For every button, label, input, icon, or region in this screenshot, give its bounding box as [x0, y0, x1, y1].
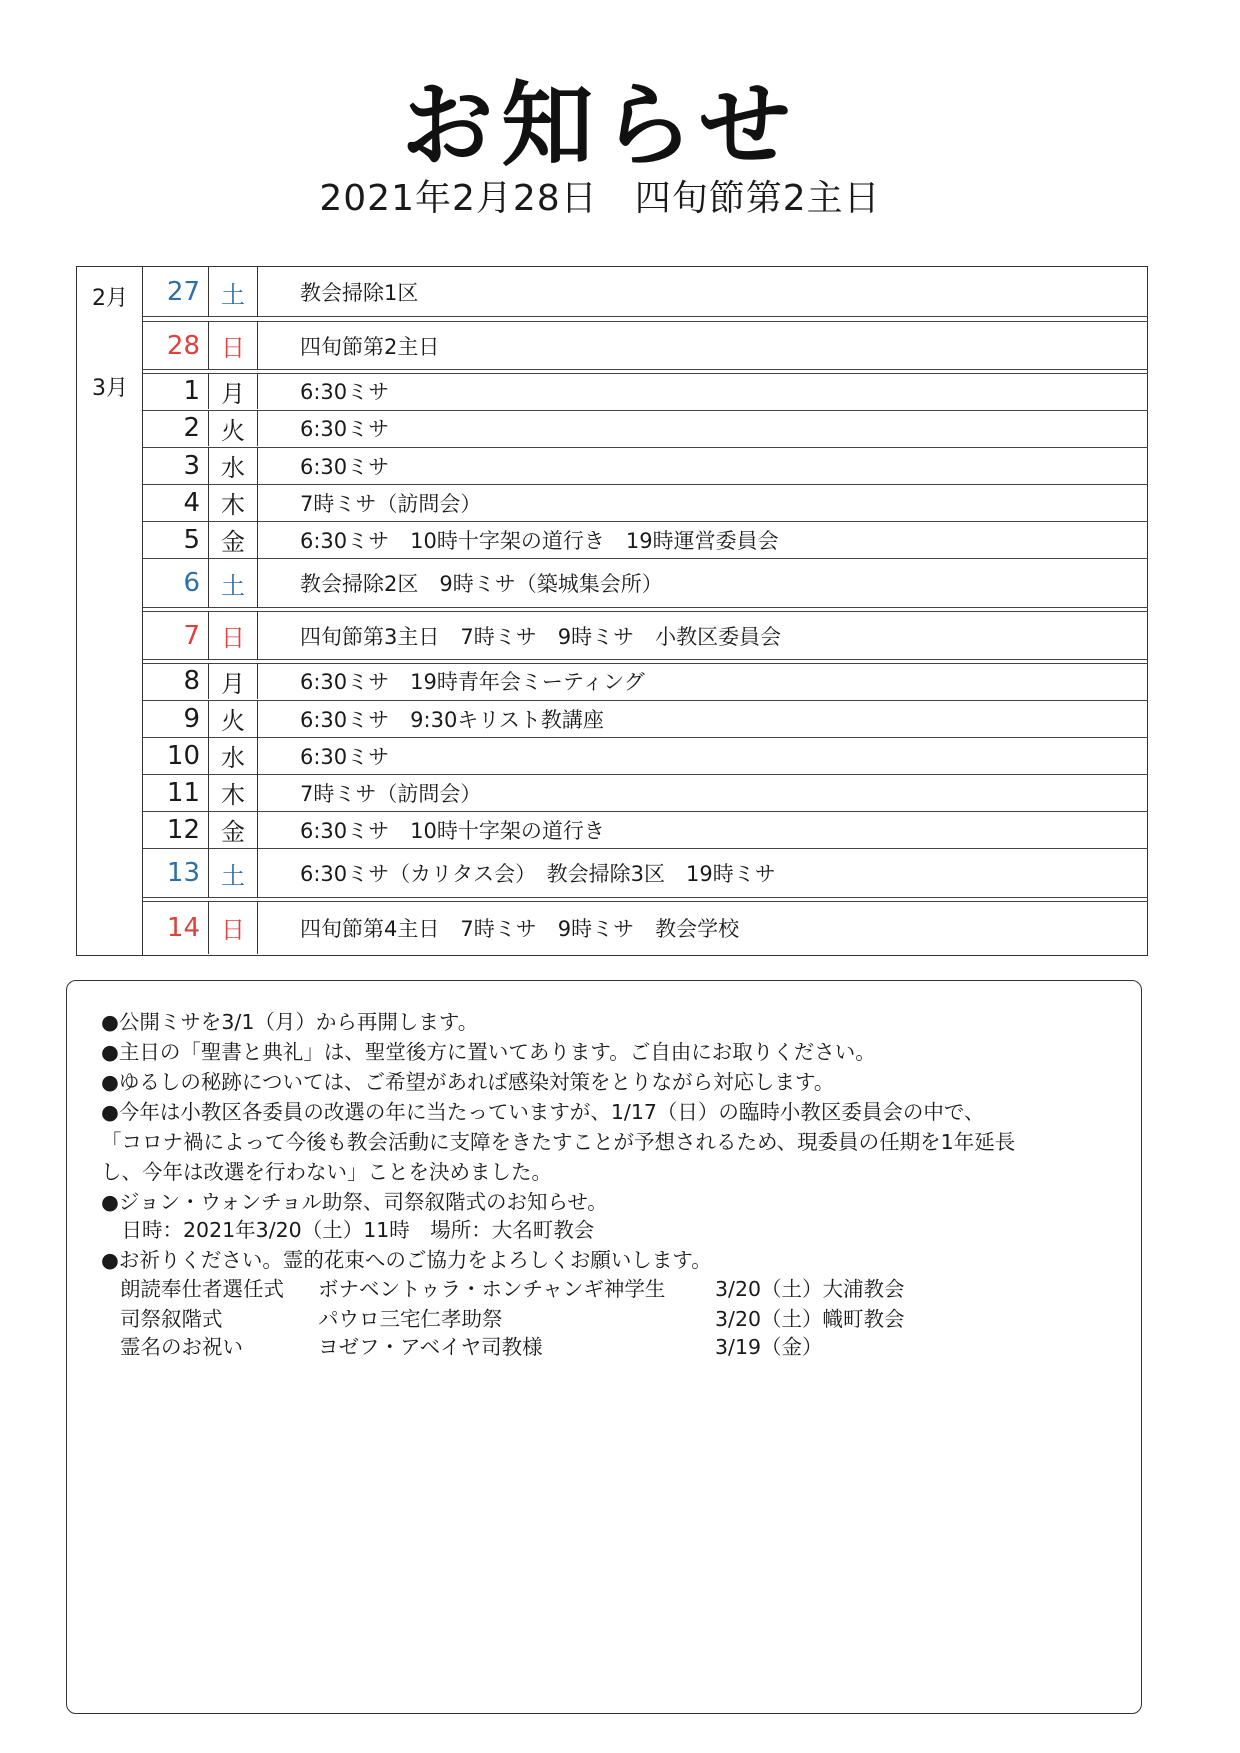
schedule-event: 6:30ミサ — [300, 454, 390, 479]
prayer-person: ヨゼフ・アベイヤ司教様 — [318, 1335, 543, 1359]
page-title: お知らせ — [401, 72, 799, 179]
schedule-day: 2 — [143, 410, 209, 446]
notice-line: ●お祈りください。霊的花束へのご協力をよろしくお願いします。 — [101, 1248, 712, 1272]
schedule-day: 6 — [143, 558, 209, 608]
month-column — [77, 267, 143, 955]
schedule-event: 6:30ミサ 9:30キリスト教講座 — [300, 707, 604, 732]
schedule-day: 13 — [143, 848, 209, 898]
schedule-day: 9 — [143, 700, 209, 737]
notice-line: 「コロナ禍によって今後も教会活動に支障をきたすことが予想されるため、現委員の任期を1年延長 — [101, 1130, 1016, 1154]
prayer-ceremony: 霊名のお祝い — [120, 1335, 243, 1359]
notice-box — [66, 980, 1142, 1714]
prayer-person: パウロ三宅仁孝助祭 — [318, 1307, 503, 1331]
schedule-day: 1 — [143, 373, 209, 409]
schedule-row — [143, 558, 1148, 608]
schedule-weekday: 木 — [209, 484, 258, 521]
notice-line: ●今年は小教区各委員の改選の年に当たっていますが、1/17（日）の臨時小教区委員会の中で、 — [101, 1100, 985, 1124]
schedule-event: 教会掃除1区 — [300, 281, 419, 305]
schedule-row — [143, 484, 1148, 521]
schedule-event: 6:30ミサ 10時十字架の道行き 19時運営委員会 — [300, 528, 779, 553]
schedule-day: 7 — [143, 611, 209, 660]
schedule-day: 3 — [143, 447, 209, 484]
schedule-row — [143, 321, 1148, 370]
schedule-weekday: 金 — [209, 521, 258, 558]
schedule-day: 14 — [143, 901, 209, 954]
schedule-event: 7時ミサ（訪問会） — [300, 781, 482, 806]
schedule-weekday: 土 — [209, 848, 258, 898]
month-label-feb: 2月 — [92, 286, 128, 311]
schedule-row — [143, 848, 1148, 898]
notice-line: 日時：2021年3/20（土）11時 場所：大名町教会 — [101, 1218, 595, 1242]
schedule-event: 6:30ミサ 10時十字架の道行き — [300, 818, 605, 843]
schedule-event: 四旬節第2主日 — [300, 334, 440, 359]
schedule-row — [143, 737, 1148, 774]
notice-line: し、今年は改選を行わない」ことを決めました。 — [101, 1160, 552, 1184]
schedule-day: 4 — [143, 484, 209, 521]
page-subtitle: 2021年2月28日 四旬節第2主日 — [319, 178, 881, 219]
notice-line: ●公開ミサを3/1（月）から再開します。 — [101, 1010, 479, 1034]
schedule-row — [143, 267, 1148, 317]
schedule-weekday: 木 — [209, 774, 258, 811]
schedule-row — [143, 774, 1148, 811]
notice-line: ●主日の「聖書と典礼」は、聖堂後方に置いてあります。ご自由にお取りください。 — [101, 1040, 876, 1064]
schedule-event: 6:30ミサ — [300, 380, 390, 404]
schedule-event: 四旬節第4主日 7時ミサ 9時ミサ 教会学校 — [300, 916, 740, 941]
schedule-day: 27 — [143, 267, 209, 317]
schedule-day: 5 — [143, 521, 209, 558]
month-label-mar: 3月 — [92, 376, 128, 401]
prayer-ceremony: 司祭叙階式 — [120, 1307, 223, 1331]
schedule-day: 11 — [143, 774, 209, 811]
schedule-row — [143, 663, 1148, 699]
prayer-when: 3/20（土）幟町教会 — [715, 1307, 905, 1331]
schedule-weekday: 土 — [209, 558, 258, 608]
prayer-when: 3/19（金） — [715, 1335, 823, 1359]
schedule-day: 10 — [143, 737, 209, 774]
schedule-table — [76, 266, 1148, 956]
schedule-row — [143, 447, 1148, 484]
schedule-weekday: 金 — [209, 811, 258, 848]
schedule-event: 6:30ミサ（カリタス会） 教会掃除3区 19時ミサ — [300, 862, 776, 886]
schedule-weekday: 月 — [209, 373, 258, 409]
schedule-weekday: 火 — [209, 410, 258, 446]
schedule-weekday: 水 — [209, 737, 258, 774]
prayer-person: ボナベントゥラ・ホンチャンギ神学生 — [318, 1277, 666, 1301]
prayer-when: 3/20（土）大浦教会 — [715, 1277, 905, 1301]
schedule-row — [143, 700, 1148, 737]
schedule-weekday: 日 — [209, 321, 258, 370]
notice-line: ●ジョン・ウォンチョル助祭、司祭叙階式のお知らせ。 — [101, 1190, 608, 1214]
schedule-event: 7時ミサ（訪問会） — [300, 491, 482, 516]
schedule-row — [143, 410, 1148, 446]
schedule-row — [143, 611, 1148, 660]
schedule-weekday: 日 — [209, 611, 258, 660]
schedule-row — [143, 811, 1148, 848]
schedule-weekday: 火 — [209, 700, 258, 737]
schedule-event: 教会掃除2区 9時ミサ（築城集会所） — [300, 572, 663, 596]
schedule-weekday: 水 — [209, 447, 258, 484]
schedule-day: 28 — [143, 321, 209, 370]
schedule-weekday: 土 — [209, 267, 258, 317]
schedule-day: 8 — [143, 663, 209, 699]
schedule-weekday: 日 — [209, 901, 258, 954]
schedule-row — [143, 373, 1148, 409]
schedule-event: 6:30ミサ — [300, 744, 390, 769]
schedule-row — [143, 901, 1148, 954]
schedule-event: 四旬節第3主日 7時ミサ 9時ミサ 小教区委員会 — [300, 624, 782, 649]
schedule-day: 12 — [143, 811, 209, 848]
prayer-ceremony: 朗読奉仕者選任式 — [120, 1277, 284, 1301]
schedule-event: 6:30ミサ — [300, 417, 390, 441]
notice-line: ●ゆるしの秘跡については、ご希望があれば感染対策をとりながら対応します。 — [101, 1070, 835, 1094]
schedule-event: 6:30ミサ 19時青年会ミーティング — [300, 670, 645, 694]
schedule-row — [143, 521, 1148, 558]
schedule-weekday: 月 — [209, 663, 258, 699]
